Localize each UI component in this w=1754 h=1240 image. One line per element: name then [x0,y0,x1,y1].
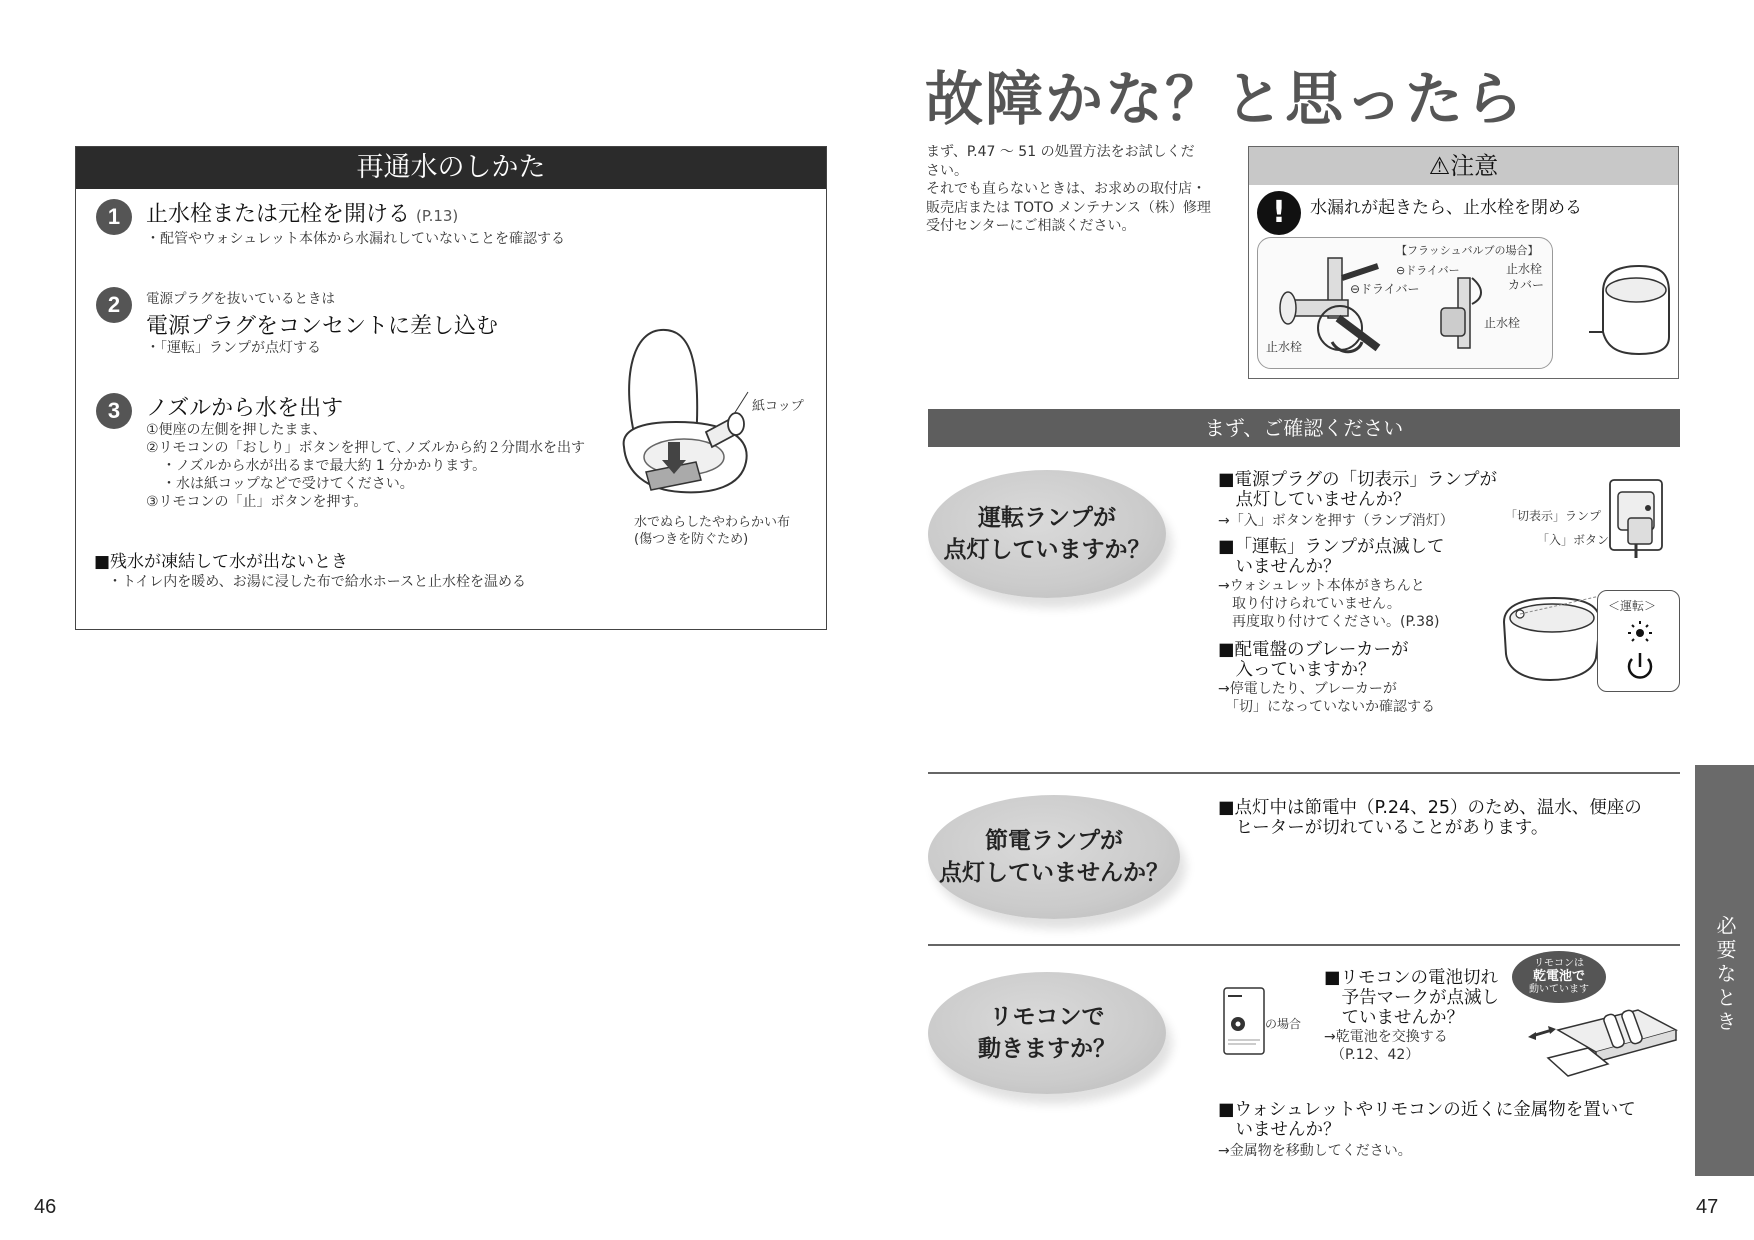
s1-a3-line-1: →停電したり、ブレーカーが [1218,681,1397,697]
toilet-seat-illustration [616,322,756,507]
intro-line-3: それでも直らないときは、お求めの取付店・ [926,181,1206,197]
outlet-plug-illustration [1600,478,1670,558]
section-1-item-2 [1218,537,1445,631]
section-2-item-1 [1218,798,1642,838]
s1-q2-line-1: ■「運転」ランプが点滅して [1218,537,1445,557]
s1-a2-line-1: →ウォシュレット本体がきちんと [1218,578,1425,594]
bubble-line-1: リモコンは [1534,958,1584,969]
oval-2-line-2: 点灯していませんか？ [939,860,1169,886]
paper-cup-label: 紙コップ [752,399,804,414]
caution-box [1248,146,1679,379]
s3-q1-line-1: ■リモコンの電池切れ [1324,968,1499,988]
cloth-label-1: 水でぬらしたやわらかい布 [634,515,791,530]
divider-2 [928,944,1680,946]
driver-label-2: ⊖ドライバー [1396,264,1460,277]
frozen-note: ・トイレ内を暖め、お湯に浸した布で給水ホースと止水栓を温める [108,574,527,590]
side-tab [1695,765,1754,1176]
remote-control-illustration [1222,986,1266,1056]
stop-valve-illustration [1257,237,1553,369]
s1-q1-line-2: 点灯していませんか？ [1218,490,1411,510]
step-3-badge: 3 [96,393,132,429]
s3-q1-line-2: 予告マークが点滅し [1324,988,1499,1008]
step-1-title: 止水栓または元栓を開ける [146,202,411,227]
s2-q1-line-2: ヒーターが切れていることがあります。 [1218,818,1549,838]
exclamation-icon: ! [1257,191,1301,235]
step-3-note-4: ・水は紙コップなどで受けてください。 [162,476,414,492]
caution-heading: ⚠注意 [1249,147,1678,185]
reflow-instructions-box [75,146,827,630]
s3-a2-line-1: →金属物を移動してください。 [1218,1143,1412,1159]
intro-text [926,143,1231,236]
oval-1-line-1: 運転ランプが [978,505,1116,531]
battery-illustration [1528,1000,1678,1086]
intro-line-1: まず、P.47 ～ 51 の処置方法をお試しくだ [926,144,1195,160]
off-lamp-label: 「切表示」ランプ [1505,509,1602,523]
frozen-title: ■残水が凍結して水が出ないとき [94,552,349,572]
oval-3-line-1: リモコンで [989,1004,1105,1030]
s1-q3-line-2: 入っていますか？ [1218,660,1376,680]
s3-a1-line-2: （P.12、42） [1324,1047,1420,1063]
flush-valve-label: 【フラッシュバルブの場合】 [1396,244,1539,257]
driver-label: ⊖ドライバー [1350,282,1420,296]
intro-line-5: 受付センターにご相談ください。 [926,218,1136,234]
question-oval-save-lamp [928,795,1180,919]
oval-3-line-2: 動きますか？ [978,1036,1116,1062]
stop-valve-cover-label-2: カバー [1508,278,1545,292]
step-2-title: 電源プラグをコンセントに差し込む [146,314,499,339]
s1-q3-line-1: ■配電盤のブレーカーが [1218,640,1409,660]
s3-q2-line-2: いませんか？ [1218,1120,1341,1140]
step-1-ref: (P.13) [416,207,459,225]
step-1-badge: 1 [96,199,132,235]
reflow-title: 再通水のしかた [76,147,826,189]
stop-valve-cover-label-1: 止水栓 [1506,262,1543,276]
s2-q1-line-1: ■点灯中は節電中（P.24、25）のため、温水、便座の [1218,798,1642,818]
run-lamp-panel [1597,590,1680,692]
stop-valve-label-2: 止水栓 [1484,316,1521,330]
toilet-illustration [1589,262,1675,358]
intro-line-4: 販売店または TOTO メンテナンス（株）修理 [926,199,1211,216]
divider-1 [928,772,1680,774]
question-oval-run-lamp [928,470,1166,598]
s3-q2-line-1: ■ウォシュレットやリモコンの近くに金属物を置いて [1218,1100,1636,1120]
page-number-left: 46 [34,1196,57,1218]
step-2-badge: 2 [96,287,132,323]
washlet-illustration [1500,592,1610,682]
s1-q2-line-2: いませんか？ [1218,557,1341,577]
s1-a1-line-1: →「入」ボタンを押す（ランプ消灯） [1218,513,1454,529]
s1-a3-line-2: 「切」になっていないか確認する [1218,699,1435,715]
step-1-note: ・配管やウォシュレット本体から水漏れしていないことを確認する [146,231,566,247]
step-2-pre: 電源プラグを抜いているときは [146,291,335,307]
step-3-note-1: ①便座の左側を押したまま、 [146,422,327,438]
dry-battery-bubble [1512,951,1606,1003]
page-number-right: 47 [1696,1196,1719,1218]
section-1-item-3 [1218,640,1435,716]
caution-text: 水漏れが起きたら、止水栓を閉める [1310,198,1582,218]
section-3-item-2 [1218,1100,1636,1160]
oval-1-line-2: 点灯していますか？ [943,537,1151,563]
s3-q1-line-3: ていませんか？ [1324,1008,1464,1028]
check-first-banner: まず、ご確認ください [928,409,1680,447]
s1-a2-line-3: 再度取り付けてください。(P.38) [1218,614,1440,630]
step-3-title: ノズルから水を出す [146,396,344,421]
power-icon [1618,619,1662,687]
step-3-note-3: ・ノズルから水が出るまで最大約 1 分かかります。 [162,458,487,474]
run-label: ＜運転＞ [1608,599,1657,613]
oval-2-line-1: 節電ランプが [985,828,1123,854]
question-oval-remote [928,972,1166,1094]
step-1-heading [146,197,458,228]
step-3-note-5: ③リモコンの「止」ボタンを押す。 [146,494,368,510]
stop-valve-label: 止水栓 [1266,340,1303,354]
bubble-line-2: 乾電池で [1532,969,1585,984]
section-1-item-1 [1218,470,1497,530]
page-title: 故障かな？と思ったら [925,65,1526,133]
section-3-item-1 [1324,968,1499,1064]
intro-line-2: さい。 [926,162,968,179]
cloth-label-2: (傷つきを防ぐため) [634,532,749,547]
s1-q1-line-1: ■電源プラグの「切表示」ランプが [1218,470,1498,490]
step-3-note-2: ②リモコンの「おしり」ボタンを押して､ノズルから約２分間水を出す [146,440,585,456]
side-tab-label: 必要なとき [1713,915,1737,1035]
case-label: の場合 [1265,1017,1302,1031]
step-2-note: ・「運転」ランプが点灯する [146,340,321,356]
s3-a1-line-1: →乾電池を交換する [1324,1029,1448,1045]
bubble-line-3: 動いています [1529,984,1589,995]
s1-a2-line-2: 取り付けられていません。 [1218,596,1401,612]
on-button-label: 「入」ボタン [1537,533,1610,547]
